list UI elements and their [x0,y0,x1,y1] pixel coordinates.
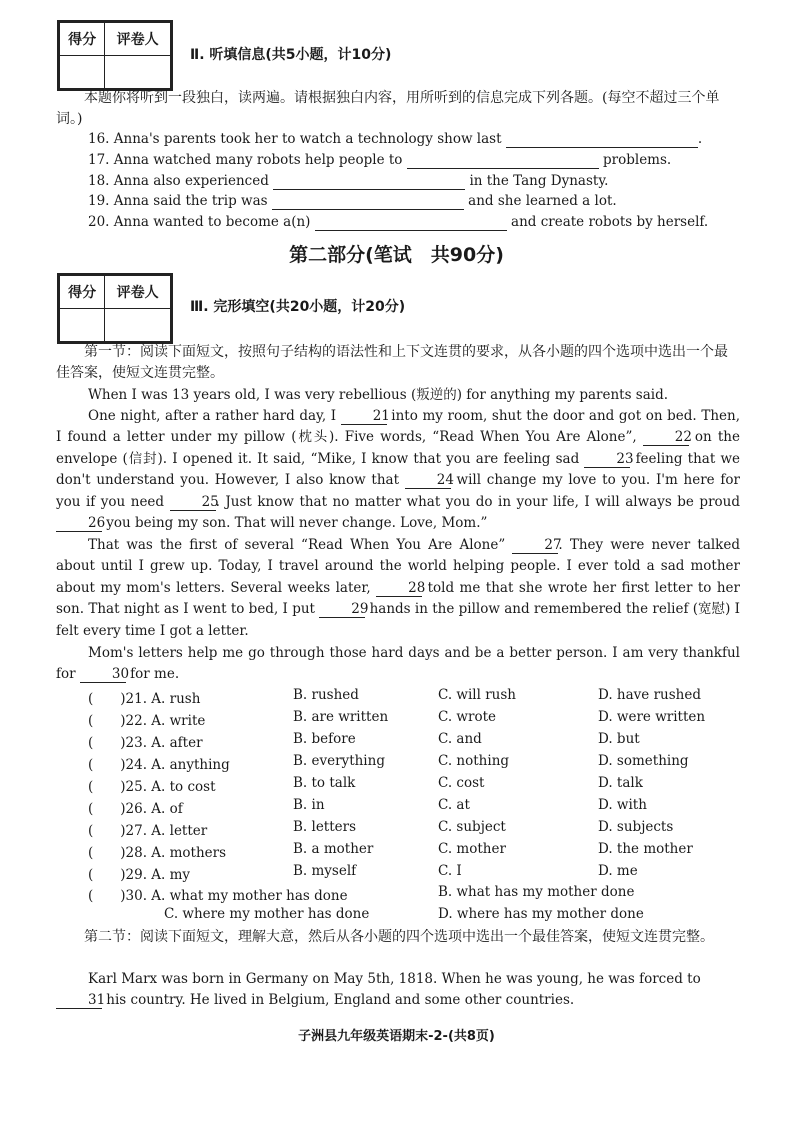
page-footer: 子洲县九年级英语期末-2-(共8页) [298,1029,495,1044]
blank-25[interactable]: 25 [170,494,216,511]
option-row-29: ( )29. A. my B. myself C. I D. me [88,863,638,883]
option-row-28: ( )28. A. mothers B. a mother C. mother D. the mother [88,841,693,861]
option-row-30b: C. where my mother has done D. where has my mother done [164,906,644,922]
score-box [57,20,173,91]
score-label: 得分 [60,276,105,309]
passage-p4: Mom's letters help me go through those hard days and be a better person. I am very thankful for 30 for me. [56,645,740,683]
section3-title: Ⅲ. 完形填空(共20小题，计20分) [190,299,406,315]
score-label: 得分 [60,23,105,56]
blank-30[interactable]: 30 [80,666,126,683]
option-row-25: ( )25. A. to cost B. to talk C. cost D. talk [88,775,643,795]
passage-p5: Karl Marx was born in Germany on May 5th, 1818. When he was young, he was forced to 31 his country. He lived in Belgium, England and some other countries. [56,969,740,1012]
item-16: 16. Anna's parents took her to watch a technology show last . [88,131,703,147]
blank-31[interactable]: 31 [56,992,102,1009]
reviewer-cell[interactable] [105,56,171,89]
reviewer-cell[interactable] [105,309,171,342]
answer-blank-20[interactable] [315,214,507,231]
blank-26[interactable]: 26 [56,515,102,532]
score-cell[interactable] [60,56,105,89]
answer-blank-16[interactable] [506,131,698,148]
passage-p2: One night, after a rather hard day, I 21 into my room, shut the door and got on bed. Then, I found a letter under my pillow (枕头). Five words, “Read When You Are Alone”, 22 on the envelope (信封). I opened it. It said, “Mike, I know that you are feeling sad 23 feeling that we don't understand you. However, I also know that 24 will change my love to you. I'm here for you if you need 25. Just know that no matter what you do in your life, I will always be proud 26 you being my son. That will never change. Love, Mom.” [56,408,740,532]
section2-instruction: 本题你将听到一段独白，读两遍。请根据独白内容，用所听到的信息完成下列各题。(每空不超过三个单词。) [56,90,720,128]
answer-blank-17[interactable] [407,152,599,169]
item-20: 20. Anna wanted to become a(n) and create robots by herself. [88,214,709,230]
item-17: 17. Anna watched many robots help people to problems. [88,152,672,168]
blank-21[interactable]: 21 [341,408,387,425]
blank-29[interactable]: 29 [319,601,365,618]
option-row-24: ( )24. A. anything B. everything C. nothing D. something [88,753,689,773]
option-row-27: ( )27. A. letter B. letters C. subject D. subjects [88,819,674,839]
blank-22[interactable]: 22 [643,429,689,446]
answer-blank-19[interactable] [272,193,464,210]
section2-title: Ⅱ. 听填信息(共5小题，计10分) [190,47,392,63]
reviewer-label: 评卷人 [105,276,171,309]
option-row-21: ( )21. A. rush B. rushed C. will rush D. have rushed [88,687,701,707]
option-row-23: ( )23. A. after B. before C. and D. but [88,731,640,751]
blank-23[interactable]: 23 [584,451,630,468]
section3-sub1: 第一节：阅读下面短文，按照句子结构的语法性和上下文连贯的要求，从各小题的四个选项中选出一个最佳答案，使短文连贯完整。 [56,344,728,382]
score-box-2 [57,273,173,344]
part2-title: 第二部分(笔试 共90分) [289,244,504,266]
reviewer-label: 评卷人 [105,23,171,56]
blank-24[interactable]: 24 [405,472,451,489]
blank-27[interactable]: 27 [512,537,558,554]
option-row-22: ( )22. A. write B. are written C. wrote D. were written [88,709,706,729]
item-18: 18. Anna also experienced in the Tang Dynasty. [88,173,609,189]
item-19: 19. Anna said the trip was and she learned a lot. [88,193,617,209]
answer-blank-18[interactable] [273,173,465,190]
option-row-30: ( )30. A. what my mother has done B. what has my mother done [88,884,635,904]
passage-p1: When I was 13 years old, I was very rebellious (叛逆的) for anything my parents said. [88,387,669,403]
score-cell[interactable] [60,309,105,342]
section3-sub2: 第二节：阅读下面短文，理解大意，然后从各小题的四个选项中选出一个最佳答案，使短文连贯完整。 [84,929,714,945]
passage-p3: That was the first of several “Read When You Are Alone” 27. They were never talked about until I grew up. Today, I travel around the world helping people. I ever told a sad mother about my mom's letters. Several weeks later, 28 told me that she wrote her first letter to her son. That night as I went to bed, I put 29 hands in the pillow and remembered the relief (宽慰) I felt every time I got a letter. [56,537,740,639]
blank-28[interactable]: 28 [376,580,422,597]
option-row-26: ( )26. A. of B. in C. at D. with [88,797,647,817]
